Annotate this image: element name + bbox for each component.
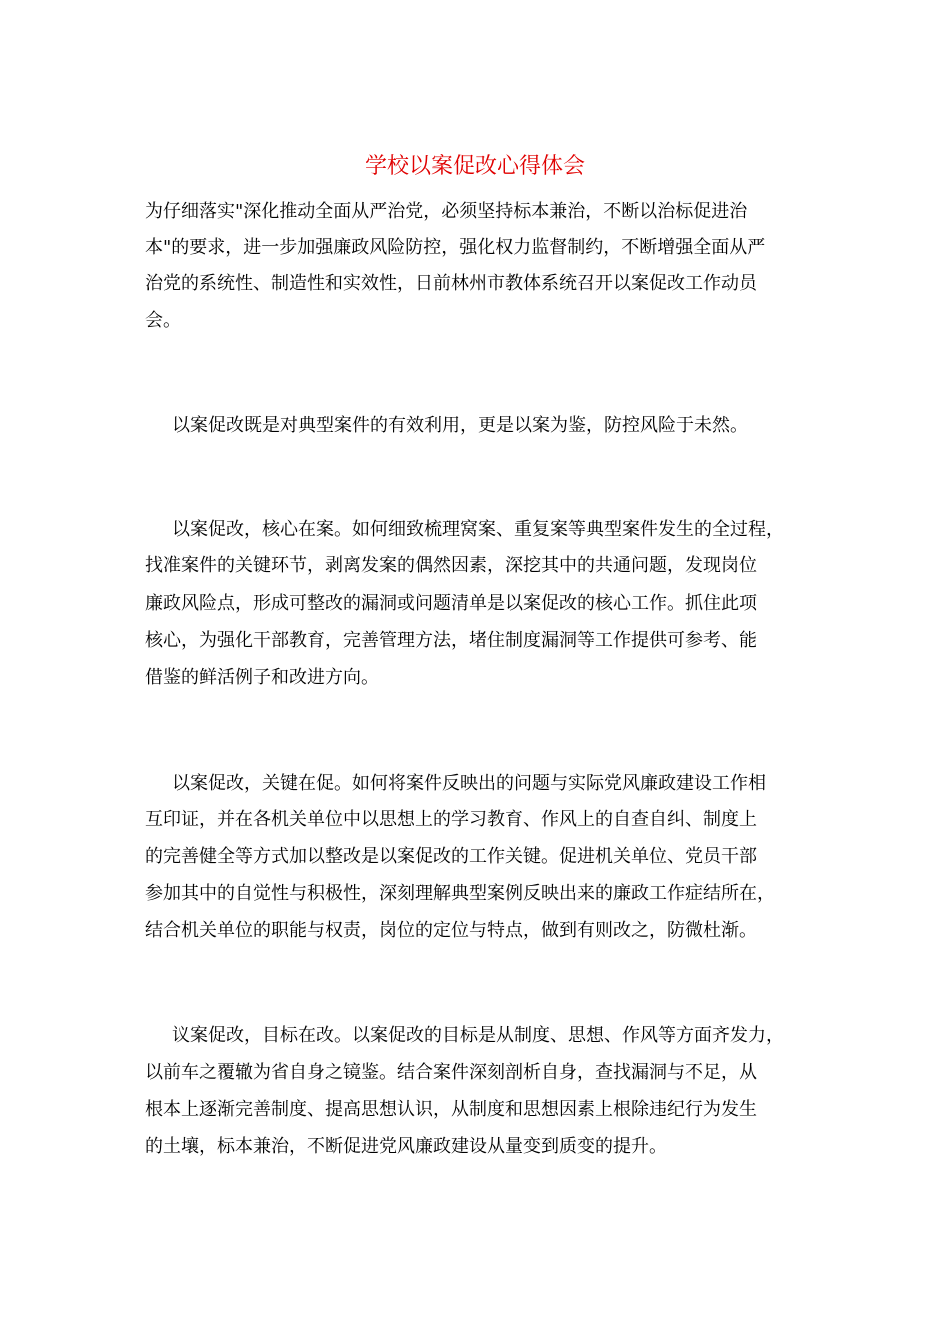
paragraph-3-line-3: 廉政风险点，形成可整改的漏洞或问题清单是以案促改的核心工作。抓住此项 <box>145 593 757 614</box>
paragraph-4-line-2: 互印证，并在各机关单位中以思想上的学习教育、作风上的自查自纠、制度上 <box>145 809 757 830</box>
paragraph-4-line-4: 参加其中的自觉性与积极性，深刻理解典型案例反映出来的廉政工作症结所在， <box>145 883 775 904</box>
paragraph-3-line-4: 核心，为强化干部教育，完善管理方法，堵住制度漏洞等工作提供可参考、能 <box>145 630 757 651</box>
paragraph-4-line-3: 的完善健全等方式加以整改是以案促改的工作关键。促进机关单位、党员干部 <box>145 846 757 867</box>
paragraph-5-line-2: 以前车之覆辙为省自身之镜鉴。结合案件深刻剖析自身，查找漏洞与不足，从 <box>145 1062 757 1083</box>
paragraph-1-line-3: 治党的系统性、制造性和实效性，日前林州市教体系统召开以案促改工作动员 <box>145 273 757 294</box>
paragraph-1-line-4: 会。 <box>145 310 181 331</box>
document-title: 学校以案促改心得体会 <box>364 154 585 179</box>
paragraph-3-line-1: 以案促改，核心在案。如何细致梳理窝案、重复案等典型案件发生的全过程， <box>172 519 784 540</box>
paragraph-3-line-5: 借鉴的鲜活例子和改进方向。 <box>145 667 379 688</box>
paragraph-2-line-1: 以案促改既是对典型案件的有效利用，更是以案为鉴，防控风险于未然。 <box>172 415 748 436</box>
paragraph-4-line-5: 结合机关单位的职能与权责，岗位的定位与特点，做到有则改之，防微杜渐。 <box>145 920 757 941</box>
paragraph-3-line-2: 找准案件的关键环节，剥离发案的偶然因素，深挖其中的共通问题，发现岗位 <box>145 555 757 576</box>
paragraph-5-line-3: 根本上逐渐完善制度、提高思想认识，从制度和思想因素上根除违纪行为发生 <box>145 1099 757 1120</box>
paragraph-5-line-4: 的土壤，标本兼治，不断促进党风廉政建设从量变到质变的提升。 <box>145 1136 667 1157</box>
paragraph-5-line-1: 议案促改，目标在改。以案促改的目标是从制度、思想、作风等方面齐发力， <box>172 1025 784 1046</box>
paragraph-4-line-1: 以案促改，关键在促。如何将案件反映出的问题与实际党风廉政建设工作相 <box>172 773 766 794</box>
paragraph-1-line-1: 为仔细落实"深化推动全面从严治党，必须坚持标本兼治，不断以治标促进治 <box>145 201 748 222</box>
paragraph-1-line-2: 本"的要求，进一步加强廉政风险防控，强化权力监督制约，不断增强全面从严 <box>145 237 766 258</box>
